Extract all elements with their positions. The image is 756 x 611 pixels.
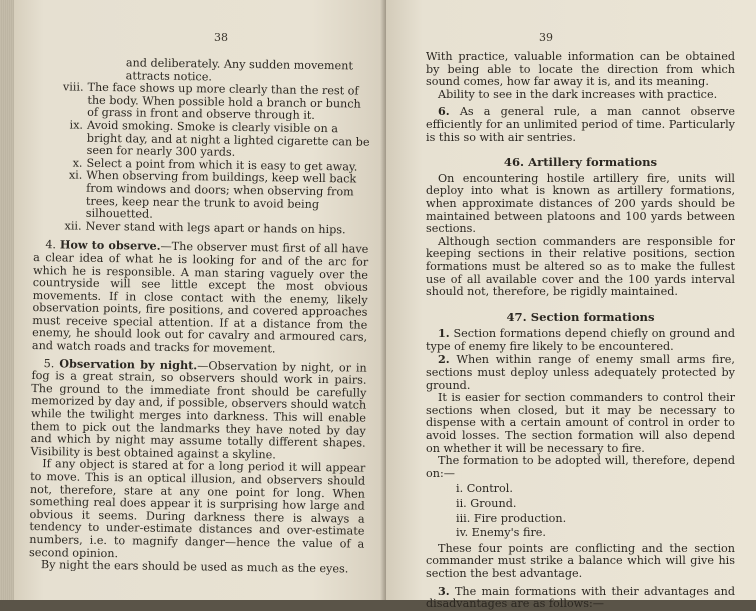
- para-body: Section formations depend chiefly on ground and type of enemy fire likely to be encountered.: [426, 327, 735, 353]
- section-47-paragraph-4: The formation to be adopted will, therefore, depend on:—: [426, 454, 735, 480]
- list-text: The face shows up more clearly than the rest of the body. When possible hold a branch or bunch of grass in front and observe through it.: [87, 80, 361, 123]
- right-page-text: [426, 51, 735, 611]
- factor-item: iv. Enemy's fire.: [456, 526, 546, 540]
- list-number: viii.: [62, 80, 84, 94]
- intro-ability: Ability to see in the dark increases with practice.: [438, 87, 718, 101]
- section-46-paragraph-1: On encountering hostile artillery fire, units will deploy into what is known as artillery formations, when approximate distances of 200 yards should be maintained between platoons and 100 yards between sections.: [426, 171, 735, 236]
- left-page-number: 38: [214, 31, 228, 44]
- intro-paragraph: With practice, valuable information can be obtained by being able to locate the direction from which sound comes, how far away it is, and its meaning.: [426, 50, 735, 89]
- para-number: 5.: [43, 356, 55, 370]
- section-47-paragraph-3: It is easier for section commanders to control their sections when closed, but it may be necessary to dispense with a certain amount of control in order to avoid losses. The section formation will also depend on whether it will be necessary to fire.: [426, 391, 735, 455]
- para-body: As a general rule, a man cannot observe efficiently for an unlimited period of time. Particularly is this so with air sentries.: [426, 105, 735, 144]
- para-body: —The observer must first of all have a clear idea of what he is looking for and of the arc for which he is responsible. A man staring vaguely over the countryside will see little except the most obvious movements. If in close contact with the enemy, likely observation points, fire positions, and covered approaches must receive special attention. If at a distance from the enemy, he should look out for cavalry and armoured cars, and watch roads and tracks for movement.: [31, 240, 369, 356]
- para-number: 2.: [438, 352, 450, 367]
- para-number: 1.: [438, 326, 450, 341]
- section-47-paragraph-5: These four points are conflicting and the section commander must strike a balance which will give his section the best advantage.: [426, 541, 735, 580]
- list-number: x.: [72, 156, 83, 170]
- right-page-number: 39: [539, 31, 553, 44]
- left-page: [14, 0, 386, 600]
- para-title: How to observe.: [59, 237, 161, 254]
- section-47-paragraph-6: [426, 585, 735, 611]
- carry-line-2: attracts notice.: [125, 68, 213, 84]
- left-page-text: [29, 56, 371, 576]
- carry-line-1: and deliberately. Any sudden movement: [125, 56, 353, 73]
- section-46-heading: 46. Artillery formations: [503, 155, 658, 170]
- factor-item: ii. Ground.: [456, 497, 517, 510]
- paragraph-optical-illusion: If any object is stared at for a long period it will appear to move. This is an optical illusion, and observers should not, therefore, stare at any one point for long. When something real does appear it is surprising how large and obvious it seems. During darkness there is always a tendency to under-estimate distances and over-estimate numbers, i.e. to magnify danger—hence the value of a second opinion.: [28, 457, 366, 560]
- list-text: Avoid smoking. Smoke is clearly visible on a bright day, and at night a lighted cigarette can be seen for nearly 300 yards.: [86, 118, 370, 159]
- factor-list: [426, 483, 735, 539]
- right-page: [386, 0, 756, 611]
- factor-item: iii. Fire production.: [456, 511, 567, 525]
- para-body: When within range of enemy small arms fire, sections must deploy unless adequately protected by ground.: [426, 353, 735, 392]
- list-item-xi: [34, 169, 370, 224]
- list-item-xii: [34, 220, 369, 237]
- list-text: Select a point from which it is easy to get away.: [86, 156, 358, 174]
- list-item-viii: [35, 81, 370, 123]
- paragraph-6: [426, 105, 735, 144]
- section-46-paragraph-2: Although section commanders are responsible for keeping sections in their relative positions, section formations must be altered so as to make the fullest use of all available cover and the 100 yards interval should not, therefore, be rigidly maintained.: [426, 234, 735, 299]
- list-number: ix.: [69, 118, 84, 132]
- list-text: Never stand with legs apart or hands on hips.: [85, 219, 346, 237]
- paragraph-observation-by-night: [30, 357, 366, 463]
- para-body: The main formations with their advantages and disadvantages are as follows:—: [426, 584, 735, 611]
- paragraph-ears: By night the ears should be used as much as the eyes.: [40, 558, 349, 576]
- list-text: When observing from buildings, keep well back from windows and doors; when observing from trees, keep near the trunk to avoid being silhouetted.: [85, 169, 357, 221]
- page-edges: [0, 0, 14, 600]
- section-47-paragraph-2: [426, 353, 735, 392]
- section-47-heading: 47. Section formations: [506, 309, 655, 324]
- para-body: —Observation by night, or in fog is a great strain, so observers should work in pairs. The ground to the immediate front should be carefully memorized by day and, if possible, observers should watch while the twilight merges into darkness. This will enable them to pick out the landmarks they have noted by day and which by night may assume totally different shapes. Visibility is best obtained against a skyline.: [30, 358, 367, 462]
- section-47-paragraph-1: [426, 327, 735, 353]
- list-item-ix: [35, 119, 370, 161]
- para-number: 6.: [438, 104, 450, 119]
- para-title: Observation by night.: [59, 356, 198, 372]
- para-number: 3.: [438, 583, 450, 598]
- list-number: xi.: [68, 168, 83, 183]
- para-number: 4.: [45, 238, 57, 252]
- factor-item: i. Control.: [456, 482, 513, 496]
- list-number: xii.: [64, 219, 82, 233]
- paragraph-how-to-observe: [32, 238, 369, 357]
